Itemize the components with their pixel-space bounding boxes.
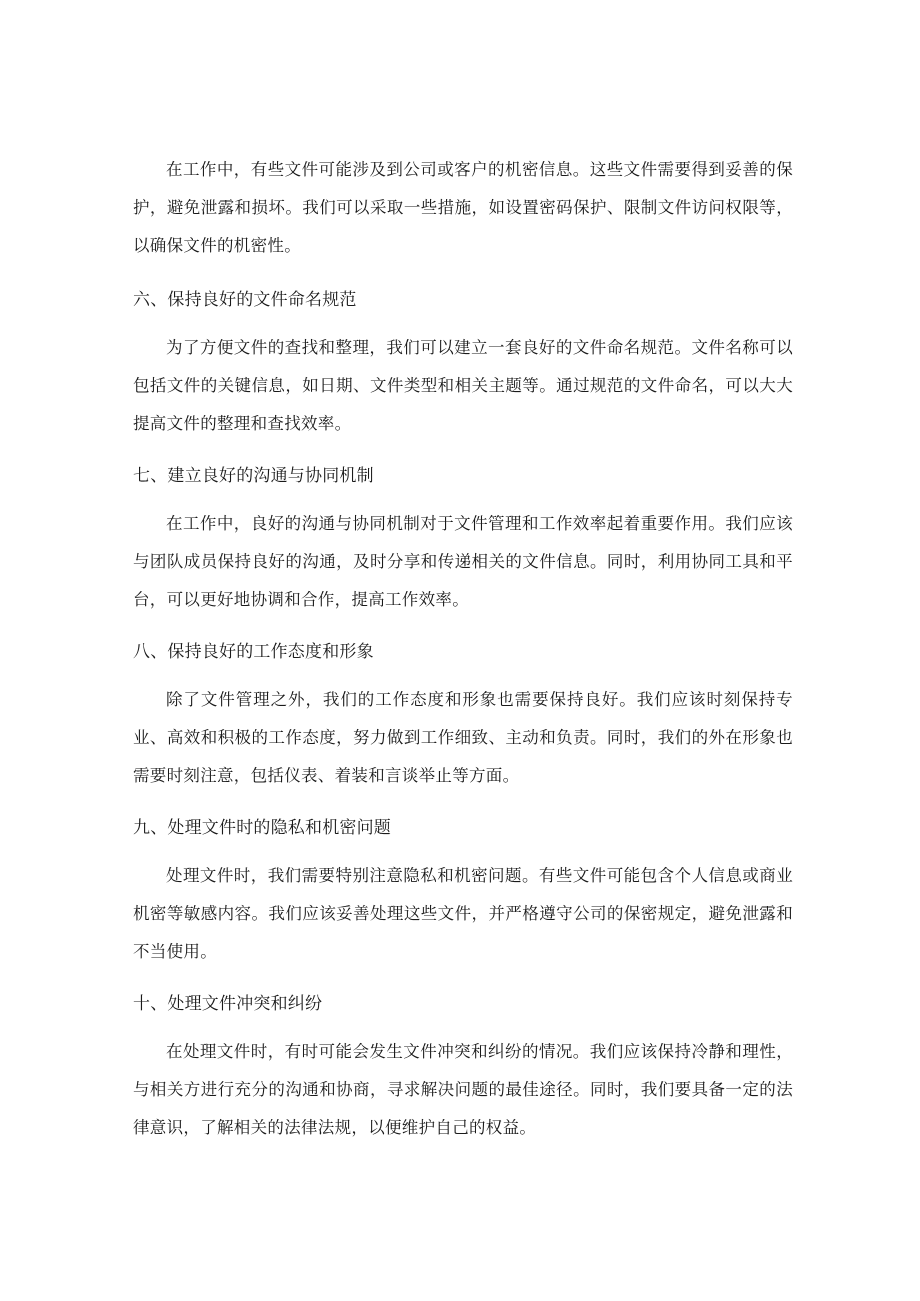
section-8 — [133, 637, 793, 795]
section-paragraph: 除了文件管理之外，我们的工作态度和形象也需要保持良好。我们应该时刻保持专业、高效和积极的工作态度，努力做到工作细致、主动和负责。同时，我们的外在形象也需要时刻注意，包括仪表、着装和言谈举止等方面。 — [133, 690, 793, 785]
intro-paragraph: 在工作中，有些文件可能涉及到公司或客户的机密信息。这些文件需要得到妥善的保护，避免泄露和损坏。我们可以采取一些措施，如设置密码保护、限制文件访问权限等，以确保文件的机密性。 — [133, 160, 793, 255]
section-heading: 九、处理文件时的隐私和机密问题 — [133, 818, 391, 838]
section-heading: 七、建立良好的沟通与协同机制 — [133, 466, 374, 486]
section-heading: 八、保持良好的工作态度和形象 — [133, 642, 374, 662]
section-7 — [133, 461, 793, 619]
section-paragraph: 为了方便文件的查找和整理，我们可以建立一套良好的文件命名规范。文件名称可以包括文件的关键信息，如日期、文件类型和相关主题等。通过规范的文件命名，可以大大提高文件的整理和查找效率。 — [133, 338, 793, 433]
section-10 — [133, 989, 793, 1147]
document-body — [133, 151, 793, 1165]
section-paragraph: 处理文件时，我们需要特别注意隐私和机密问题。有些文件可能包含个人信息或商业机密等敏感内容。我们应该妥善处理这些文件，并严格遵守公司的保密规定，避免泄露和不当使用。 — [133, 866, 793, 961]
section-9 — [133, 813, 793, 971]
section-heading: 十、处理文件冲突和纠纷 — [133, 994, 323, 1014]
section-paragraph: 在处理文件时，有时可能会发生文件冲突和纠纷的情况。我们应该保持冷静和理性，与相关方进行充分的沟通和协商，寻求解决问题的最佳途径。同时，我们要具备一定的法律意识，了解相关的法律法规，以便维护自己的权益。 — [133, 1042, 793, 1137]
section-6 — [133, 285, 793, 443]
section-heading: 六、保持良好的文件命名规范 — [133, 290, 357, 310]
section-paragraph: 在工作中，良好的沟通与协同机制对于文件管理和工作效率起着重要作用。我们应该与团队成员保持良好的沟通，及时分享和传递相关的文件信息。同时，利用协同工具和平台，可以更好地协调和合作，提高工作效率。 — [133, 514, 793, 609]
